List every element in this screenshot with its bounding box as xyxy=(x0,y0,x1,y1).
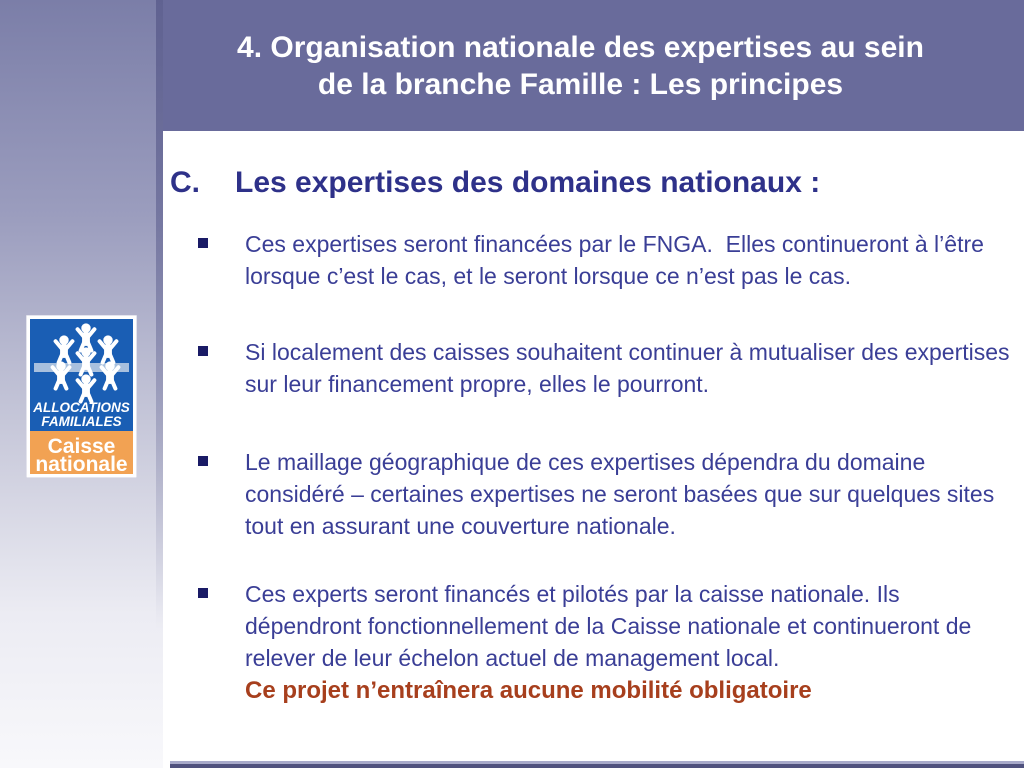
bullet-text: Si localement des caisses souhaitent continuer à mutualiser des expertises sur leur financement propre, elles le pourront. xyxy=(245,339,1016,397)
section-heading xyxy=(170,165,1024,201)
square-bullet-icon xyxy=(198,238,208,248)
section-heading-text: Les expertises des domaines nationaux : xyxy=(235,166,821,199)
square-bullet-icon xyxy=(198,456,208,466)
slide-title-band xyxy=(163,0,1024,131)
slide-title-line-1: 4. Organisation nationale des expertises au sein xyxy=(237,30,924,64)
list-item xyxy=(198,228,1024,292)
logo-org-line2: FAMILIALES xyxy=(41,414,122,429)
list-item xyxy=(198,336,1024,400)
bullet-text: Le maillage géographique de ces expertises dépendra du domaine considéré – certaines expertises ne seront basées que sur quelques sites tout en assurant une couverture nationale. xyxy=(245,449,1001,539)
list-item xyxy=(198,446,1024,542)
list-item xyxy=(198,578,1024,674)
slide-content-panel xyxy=(163,131,1024,768)
caf-logo xyxy=(26,315,137,478)
logo-sub-line1: Caisse xyxy=(47,435,116,458)
bullet-text: Ces experts seront financés et pilotés par la caisse nationale. Ils dépendront fonctionnellement de la Caisse nationale et continueront de relever de leur échelon actuel de management local. xyxy=(245,581,978,671)
sidebar-edge-shadow xyxy=(156,0,163,768)
bullet-text: Ces expertises seront financées par le FNGA. Elles continueront à l’être lorsque c’est le cas, et le seront lorsque ce n’est pas le cas. xyxy=(245,231,991,289)
square-bullet-icon xyxy=(198,588,208,598)
slide-title-line-2: de la branche Famille : Les principes xyxy=(317,67,844,101)
emphasis-statement: Ce projet n’entraînera aucune mobilité obligatoire xyxy=(245,677,812,704)
logo-org-line1: ALLOCATIONS xyxy=(33,400,130,415)
square-bullet-icon xyxy=(198,346,208,356)
bottom-accent-bar xyxy=(170,764,1024,768)
section-letter: C. xyxy=(170,166,200,199)
bullet-list xyxy=(198,228,1024,674)
logo-sub-line2: nationale xyxy=(35,453,128,476)
